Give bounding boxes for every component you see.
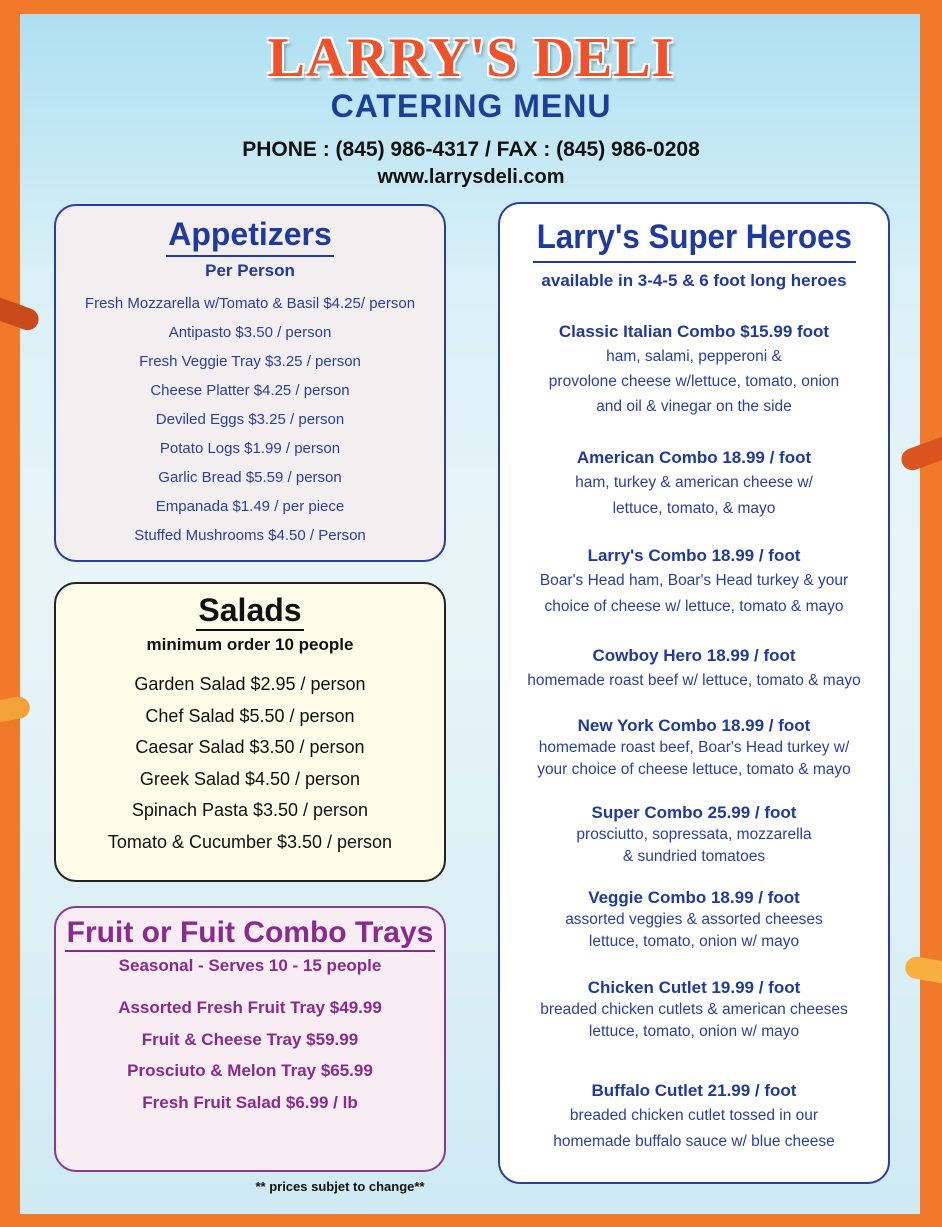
list-item: Stuffed Mushrooms $4.50 / Person: [134, 527, 366, 544]
hero-item: [500, 448, 888, 522]
list-item: Garlic Bread $5.59 / person: [158, 469, 342, 486]
hero-name: Larry's Combo 18.99 / foot: [587, 546, 801, 565]
list-item: Potato Logs $1.99 / person: [159, 440, 341, 457]
list-item: Empanada $1.49 / per piece: [155, 498, 345, 515]
list-item: Fresh Veggie Tray $3.25 / person: [139, 353, 361, 370]
hero-name: American Combo 18.99 / foot: [576, 448, 812, 467]
salads-list: [56, 669, 444, 858]
hero-desc: your choice of cheese lettuce, tomato & mayo: [537, 761, 851, 778]
appetizers-heading: Appetizers: [166, 216, 334, 257]
hero-desc: homemade roast beef w/ lettuce, tomato & mayo: [527, 672, 861, 689]
list-item: Prosciuto & Melon Tray $65.99: [127, 1061, 373, 1080]
hero-desc: choice of cheese w/ lettuce, tomato & mayo: [544, 598, 844, 615]
salads-section: [54, 582, 446, 882]
list-item: Cheese Platter $4.25 / person: [150, 382, 350, 399]
hero-desc: provolone cheese w/lettuce, tomato, onion: [548, 373, 840, 390]
hero-item: [500, 322, 888, 419]
list-item: Assorted Fresh Fruit Tray $49.99: [118, 998, 382, 1017]
phone-fax: PHONE : (845) 986-4317 / FAX : (845) 986-0208: [242, 138, 700, 161]
hero-name: Veggie Combo 18.99 / foot: [588, 888, 800, 907]
hero-item: [500, 646, 888, 694]
list-item: Antipasto $3.50 / person: [168, 324, 332, 341]
fruit-trays-section: [54, 906, 446, 1172]
list-item: Caesar Salad $3.50 / person: [135, 737, 365, 757]
heroes-section: [498, 202, 890, 1184]
hero-name: Classic Italian Combo $15.99 foot: [558, 322, 830, 341]
list-item: Spinach Pasta $3.50 / person: [131, 800, 369, 820]
hero-item: [500, 803, 888, 868]
hero-item: [500, 888, 888, 953]
fruit-heading: Fruit or Fuit Combo Trays: [65, 916, 436, 952]
hero-desc: breaded chicken cutlet tossed in our: [569, 1107, 819, 1124]
hero-desc: lettuce, tomato, onion w/ mayo: [588, 1023, 800, 1040]
hero-name: Chicken Cutlet 19.99 / foot: [587, 978, 801, 997]
hero-desc: prosciutto, sopressata, mozzarella: [576, 826, 812, 843]
hero-desc: homemade roast beef, Boar's Head turkey w/: [538, 739, 850, 756]
hero-desc: Boar's Head ham, Boar's Head turkey & your: [539, 572, 849, 589]
heroes-subheading: available in 3-4-5 & 6 foot long heroes: [541, 271, 847, 290]
salads-subheading: minimum order 10 people: [146, 635, 354, 654]
hero-desc: & sundried tomatoes: [622, 848, 766, 865]
hero-item: [500, 978, 888, 1043]
hero-desc: ham, salami, pepperoni &: [606, 348, 782, 365]
list-item: Fresh Mozzarella w/Tomato & Basil $4.25/ person: [84, 295, 416, 312]
salads-heading: Salads: [196, 592, 303, 631]
hero-desc: and oil & vinegar on the side: [596, 398, 792, 415]
list-item: Fresh Fruit Salad $6.99 / lb: [142, 1092, 358, 1112]
list-item: Greek Salad $4.50 / person: [139, 768, 361, 789]
hero-desc: assorted veggies & assorted cheeses: [565, 911, 823, 928]
appetizers-list: [56, 289, 444, 550]
list-item: Deviled Eggs $3.25 / person: [155, 411, 345, 428]
price-note: ** prices subjet to change**: [255, 1179, 425, 1194]
hero-name: Cowboy Hero 18.99 / foot: [592, 646, 796, 665]
menu-subtitle: CATERING MENU: [330, 88, 612, 124]
hero-item: [500, 1081, 888, 1155]
hero-name: New York Combo 18.99 / foot: [577, 716, 811, 735]
list-item: Tomato & Cucumber $3.50 / person: [107, 831, 393, 852]
hero-desc: breaded chicken cutlets & american cheeses: [540, 1001, 848, 1018]
hero-desc: lettuce, tomato, & mayo: [612, 500, 776, 517]
list-item: Fruit & Cheese Tray $59.99: [141, 1029, 359, 1049]
hero-desc: lettuce, tomato, onion w/ mayo: [588, 933, 800, 950]
hero-item: [500, 716, 888, 781]
website-link[interactable]: www.larrysdeli.com: [377, 166, 565, 188]
fruit-list: [56, 992, 444, 1118]
list-item: Chef Salad $5.50 / person: [145, 705, 355, 726]
hero-desc: ham, turkey & american cheese w/: [575, 474, 813, 491]
hero-item: [500, 546, 888, 620]
hero-name: Buffalo Cutlet 21.99 / foot: [591, 1081, 797, 1100]
fruit-subheading: Seasonal - Serves 10 - 15 people: [118, 956, 382, 975]
appetizers-section: [54, 204, 446, 562]
heroes-heading: Larry's Super Heroes: [533, 218, 856, 263]
hero-desc: homemade buffalo sauce w/ blue cheese: [553, 1133, 835, 1150]
list-item: Garden Salad $2.95 / person: [134, 674, 366, 694]
appetizers-subheading: Per Person: [205, 261, 295, 280]
restaurant-title: LARRY'S DELI: [267, 27, 675, 89]
hero-name: Super Combo 25.99 / foot: [591, 803, 797, 822]
